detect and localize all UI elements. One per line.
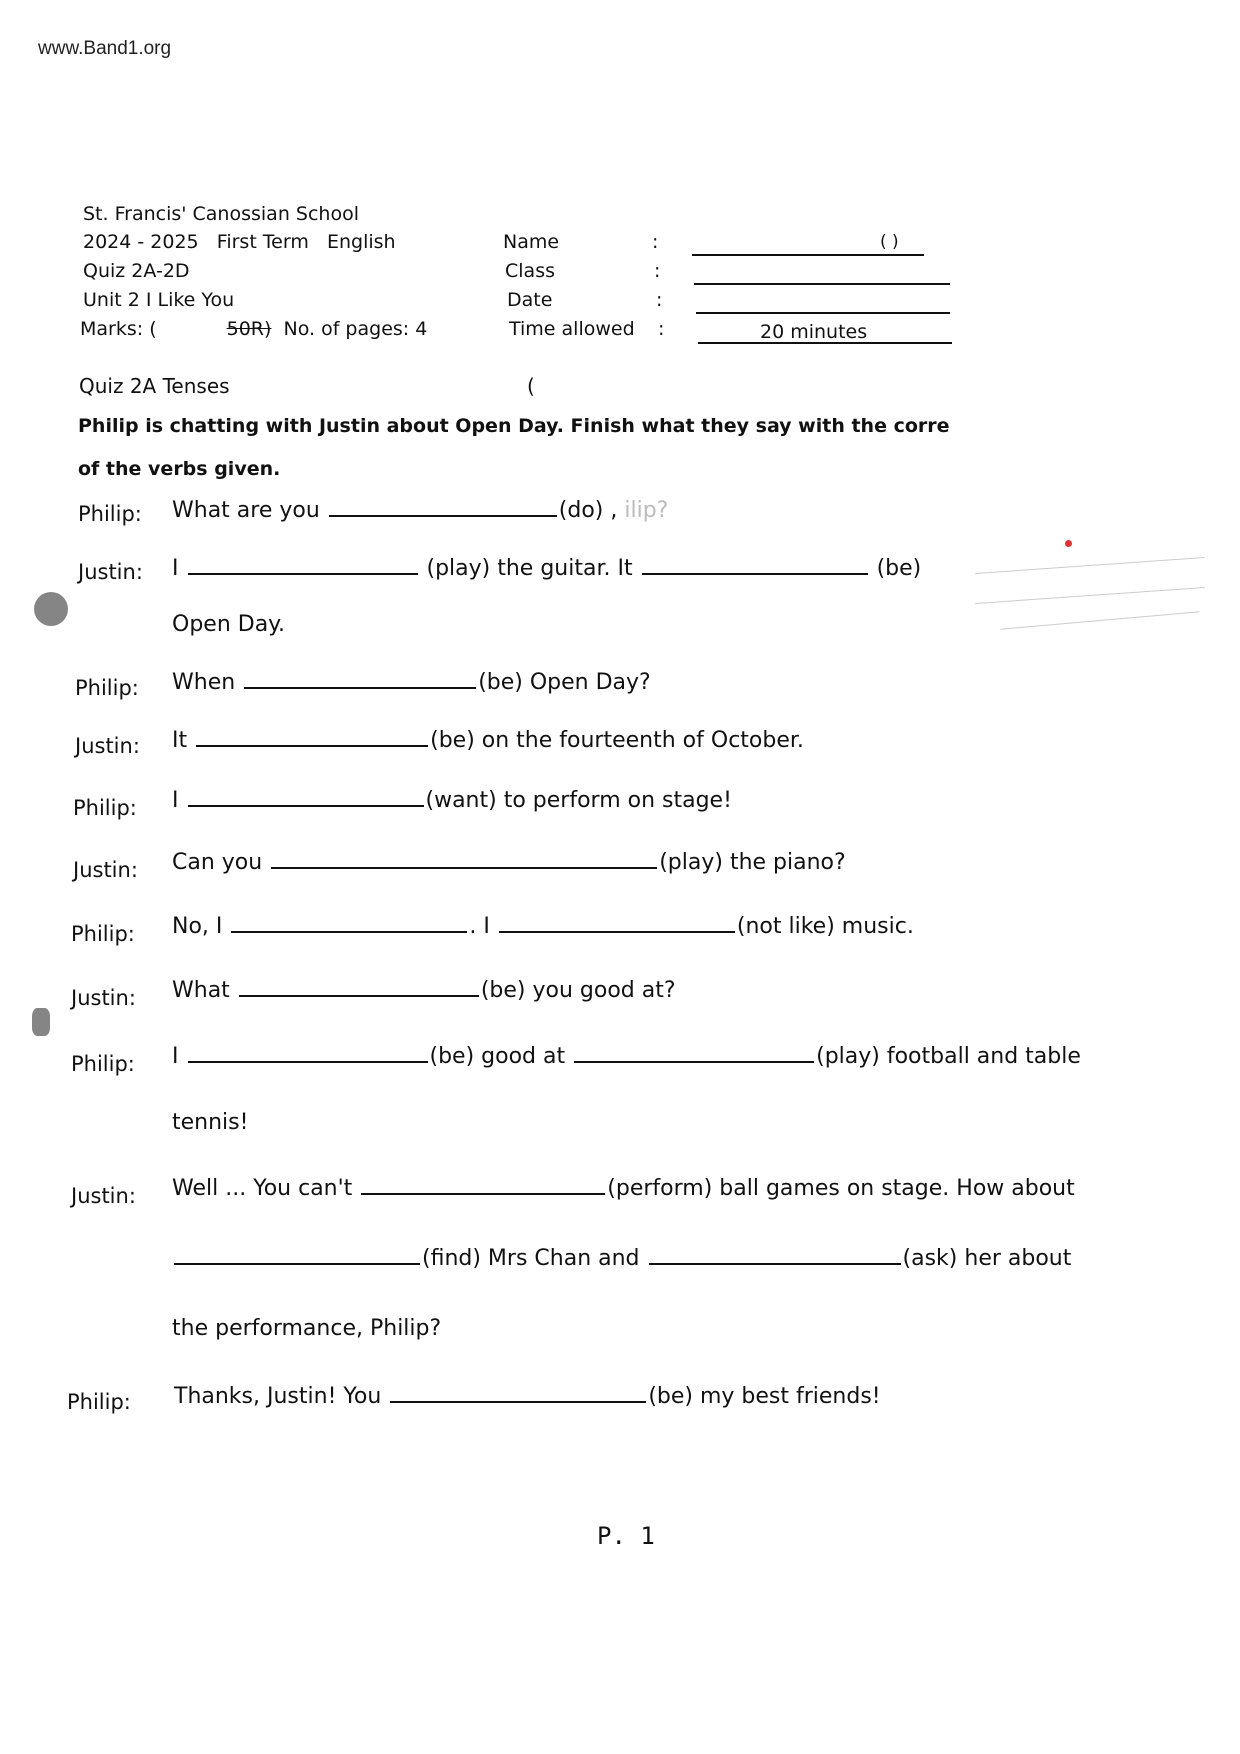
verb-hint: (do) ,	[558, 498, 618, 523]
term: First Term	[216, 231, 309, 253]
pages-count: No. of pages: 4	[283, 318, 428, 340]
time-field-underline	[698, 342, 952, 344]
speaker-label: Philip:	[67, 1390, 131, 1414]
verb-hint: (be) Open Day?	[478, 670, 651, 695]
field-name-label: Name	[503, 231, 560, 253]
dialogue-line	[172, 498, 668, 523]
answer-blank[interactable]	[231, 930, 467, 933]
marks-label: Marks: (	[80, 318, 157, 340]
verb-hint: (be) good at	[429, 1044, 566, 1069]
answer-blank[interactable]	[499, 930, 735, 933]
quiz-id: Quiz 2A-2D	[83, 260, 190, 282]
answer-blank[interactable]	[239, 994, 479, 997]
answer-blank[interactable]	[574, 1060, 814, 1063]
school-name: St. Francis' Canossian School	[83, 203, 359, 225]
text: I	[172, 788, 179, 813]
dialogue-line	[172, 670, 651, 695]
text: Can you	[172, 850, 263, 875]
field-class-label: Class	[505, 260, 555, 282]
dialogue-continuation: Open Day.	[172, 612, 286, 637]
text: No, I	[172, 914, 223, 939]
score-paren: (	[527, 374, 535, 398]
field-date-colon: :	[656, 289, 663, 311]
dialogue-line	[172, 728, 804, 753]
instruction-line-2: of the verbs given.	[78, 458, 281, 480]
speaker-label: Philip:	[73, 796, 137, 820]
verb-hint: (play) the guitar. It	[426, 556, 633, 581]
verb-hint: (ask) her about	[902, 1246, 1072, 1271]
dialogue-line	[172, 914, 914, 939]
verb-hint: (be) you good at?	[480, 978, 676, 1003]
dialogue-continuation: tennis!	[172, 1110, 249, 1135]
speaker-label: Justin:	[71, 986, 136, 1010]
verb-hint: (be) my best friends!	[648, 1384, 881, 1409]
hole-punch-mark	[34, 592, 68, 626]
verb-hint: (want) to perform on stage!	[425, 788, 732, 813]
term-line	[83, 228, 396, 257]
watermark: www.Band1.org	[38, 38, 172, 59]
field-time-colon: :	[658, 318, 665, 340]
verb-hint: (play) the piano?	[659, 850, 846, 875]
answer-blank[interactable]	[196, 744, 428, 747]
answer-blank[interactable]	[244, 686, 476, 689]
class-field[interactable]	[694, 283, 950, 285]
faint-text: ilip?	[624, 498, 669, 523]
class-number-paren: ( )	[880, 232, 899, 252]
field-time-label: Time allowed	[509, 318, 635, 340]
answer-blank[interactable]	[642, 572, 868, 575]
dialogue-line	[172, 788, 732, 813]
answer-blank[interactable]	[188, 1060, 428, 1063]
text: I	[172, 556, 179, 581]
dialogue-line	[172, 1176, 1075, 1201]
speaker-label: Justin:	[73, 858, 138, 882]
answer-blank[interactable]	[271, 866, 657, 869]
unit-title: Unit 2 I Like You	[83, 289, 235, 311]
pencil-sketch-line	[1000, 611, 1199, 629]
speaker-label: Philip:	[71, 1052, 135, 1076]
red-dot-mark	[1065, 540, 1072, 547]
dialogue-line	[174, 1384, 881, 1409]
pencil-sketch-line	[975, 587, 1205, 604]
answer-blank[interactable]	[329, 514, 557, 517]
text: When	[172, 670, 236, 695]
answer-blank[interactable]	[174, 1262, 420, 1265]
dialogue-line	[172, 850, 846, 875]
answer-blank[interactable]	[188, 804, 424, 807]
field-date-label: Date	[507, 289, 553, 311]
verb-hint: (find) Mrs Chan and	[422, 1246, 640, 1271]
text: I	[172, 1044, 179, 1069]
dialogue-line	[172, 1044, 1081, 1069]
answer-blank[interactable]	[361, 1192, 605, 1195]
marks-line	[80, 315, 427, 344]
speaker-label: Justin:	[75, 734, 140, 758]
scan-mark	[32, 1008, 50, 1036]
field-class-colon: :	[654, 260, 661, 282]
text: What	[172, 978, 230, 1003]
dialogue-line	[172, 978, 676, 1003]
text: Thanks, Justin! You	[174, 1384, 382, 1409]
pencil-sketch-line	[975, 557, 1205, 574]
speaker-label: Philip:	[75, 676, 139, 700]
speaker-label: Philip:	[78, 502, 142, 526]
verb-hint: (be)	[876, 556, 922, 581]
field-name-colon: :	[652, 231, 659, 253]
date-field[interactable]	[696, 312, 950, 314]
speaker-label: Justin:	[78, 560, 143, 584]
text: It	[172, 728, 188, 753]
verb-hint: (perform) ball games on stage. How about	[607, 1176, 1075, 1201]
section-title: Quiz 2A Tenses	[79, 374, 230, 398]
dialogue-continuation	[172, 1246, 1071, 1271]
text: . I	[469, 914, 490, 939]
year: 2024 - 2025	[83, 231, 199, 253]
answer-blank[interactable]	[649, 1262, 901, 1265]
verb-hint: (play) football and table	[816, 1044, 1081, 1069]
text: What are you	[172, 498, 320, 523]
answer-blank[interactable]	[390, 1400, 646, 1403]
text: Well ... You can't	[172, 1176, 353, 1201]
speaker-label: Justin:	[71, 1184, 136, 1208]
speaker-label: Philip:	[71, 922, 135, 946]
time-allowed-value: 20 minutes	[760, 321, 868, 343]
answer-blank[interactable]	[188, 572, 418, 575]
dialogue-line	[172, 556, 921, 581]
marks-value: 50R)	[226, 318, 272, 340]
page-number: P. 1	[597, 1522, 655, 1550]
verb-hint: (not like) music.	[736, 914, 914, 939]
verb-hint: (be) on the fourteenth of October.	[430, 728, 804, 753]
dialogue-continuation: the performance, Philip?	[172, 1316, 442, 1341]
subject: English	[326, 231, 396, 253]
instruction-line-1: Philip is chatting with Justin about Open Day. Finish what they say with the corre	[78, 415, 950, 437]
